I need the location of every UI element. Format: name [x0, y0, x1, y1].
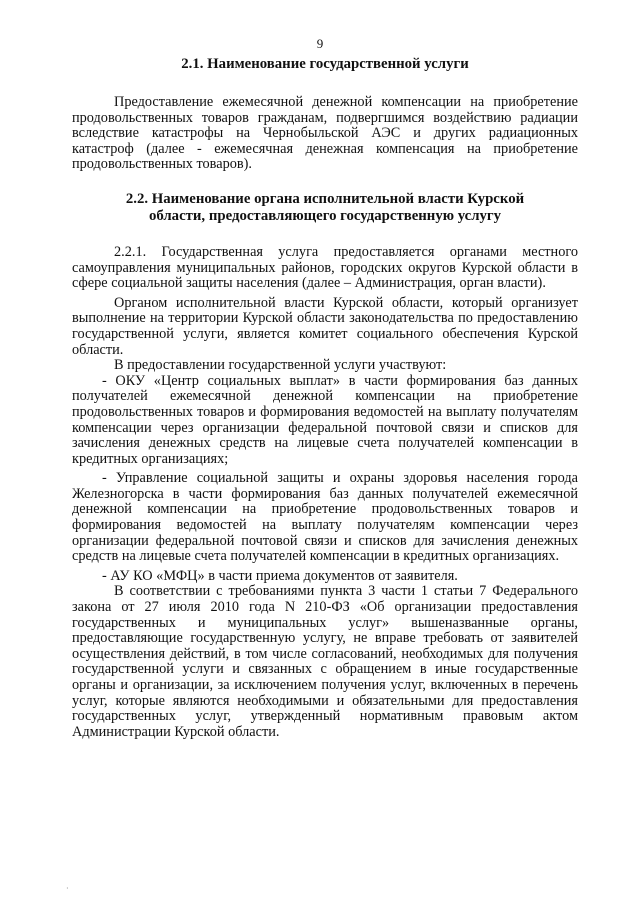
section-heading-2-1: 2.1. Наименование государственной услуги: [181, 56, 469, 72]
section-heading-2-2-line1: 2.2. Наименование органа исполнительной власти Курской: [125, 190, 525, 207]
paragraph-2-2-1: 2.2.1. Государственная услуга предоставляется органами местного самоуправления муниципальных районов, городских округов Курской области в сфере социальной защиты населения (далее – Администрация, орган власти).: [72, 243, 578, 292]
participant-item-zheleznogorsk: - Управление социальной защиты и охраны здоровья населения города Железногорска в части формирования баз данных получателей ежемесячной денежной компенсации на приобретение продовольственных товаров и формирования ведомостей на выплату получателям компенсации через организации федеральной почтовой связи и списков для зачисления денежных средств на лицевые счета получателей компенсации в кредитных организациях.: [72, 470, 578, 565]
section-2-1-paragraph: Предоставление ежемесячной денежной компенсации на приобретение продовольственных товаров гражданам, подвергшимся воздействию радиации вследствие катастрофы на Чернобыльской АЭС и других радиационных катастроф (далее - ежемесячная денежная компенсация на приобретение продовольственных товаров).: [72, 94, 578, 173]
page-number: 9: [316, 36, 324, 51]
participant-item-oku: - ОКУ «Центр социальных выплат» в части формирования баз данных получателей ежемесячной денежной компенсации на приобретение продовольственных товаров и формирования ведомостей на выплату получателям компенсации через организации федеральной почтовой связи и списков для зачисления денежных средств на лицевые счета получателей компенсации в кредитных организациях;: [72, 372, 578, 467]
section-heading-2-2: [72, 191, 578, 225]
paragraph-authority: Органом исполнительной власти Курской области, который организует выполнение на территории Курской области законодательства по предоставлению государственной услуги, является комитет социального обеспечения Курской области.: [72, 294, 578, 358]
document-body: [72, 56, 578, 740]
paragraph-federal-law: В соответствии с требованиями пункта 3 части 1 статьи 7 Федерального закона от 27 июля 2010 года N 210-ФЗ «Об организации предоставления государственных и муниципальных услуг» вышеназванные органы, предоставляющие государственную услугу, не вправе требовать от заявителей осуществления действий, в том числе согласований, необходимых для получения государственной услуги и связанных с обращением в иные государственные органы и организации, за исключением получения услуг, включенных в перечень услуг, которые являются необходимыми и обязательными для предоставления государственных услуг, утвержденный нормативным правовым актом Администрации Курской области.: [72, 583, 578, 740]
participant-item-mfc: - АУ КО «МФЦ» в части приема документов от заявителя.: [102, 567, 458, 584]
section-heading-2-2-line2: области, предоставляющего государственную услугу: [148, 207, 502, 224]
paragraph-participants-intro: В предоставлении государственной услуги участвуют:: [114, 357, 447, 374]
scan-artifact: ·: [66, 884, 69, 893]
